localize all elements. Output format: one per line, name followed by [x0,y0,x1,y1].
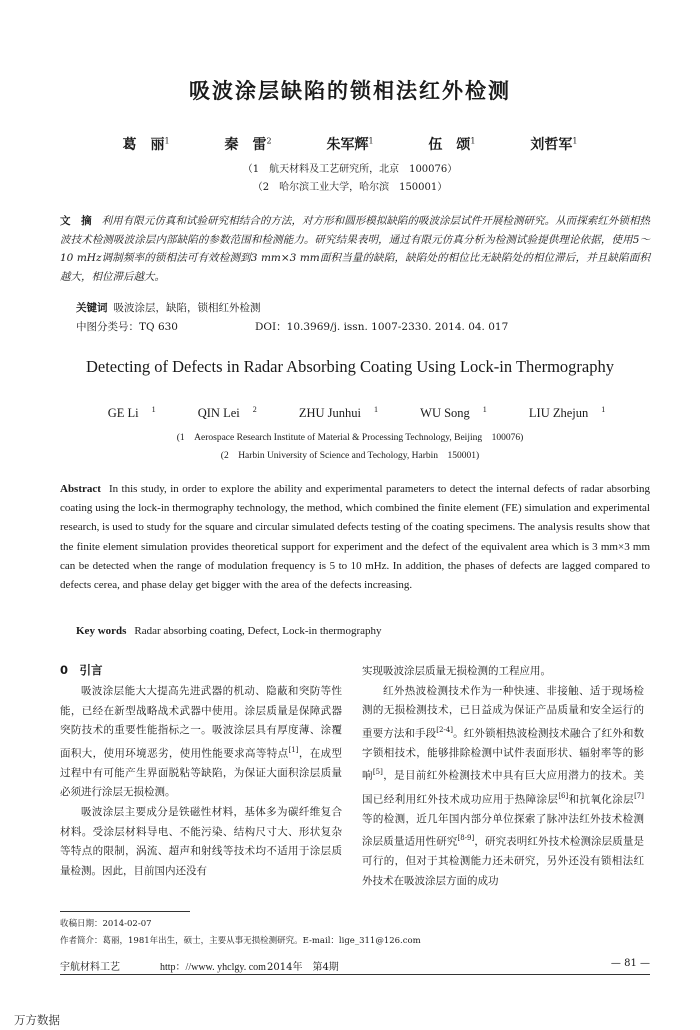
doi: DOI：10.3969/j. issn. 1007-2330. 2014. 04. 017 [255,321,509,333]
cn-author: 秦 雷$^2$ [224,136,272,153]
en-affiliation: (1 Aerospace Research Institute of Material & Processing Technology, Beijing 100076) [176,433,524,443]
en-author: QIN Lei $^2$ [197,405,257,421]
watermark: 万方数据 [14,1013,60,1027]
journal-name: 宇航材料工艺 [60,962,120,973]
en-author: ZHU Junhui $^1$ [298,405,379,421]
citation: [5] [372,768,383,777]
page-number: — 81 — [610,958,650,969]
citation: [6] [558,791,569,800]
journal-url: http：//www. yhclgy. com [160,962,266,973]
cn-keywords [76,300,261,315]
paragraph: 吸波涂层能大大提高先进武器的机动、隐蔽和突防等性能，已经在新型战略战术武器中使用。涂层质量是保障武器突防技术的重要性能指标之一。吸波涂层具有厚度薄、涂覆面积大，使用环境恶劣，使用性能要求高等特点[1]，在成型过程中有可能产生界面脱粘等缺陷，为保证大面积涂层质量必须进行涂层无损检测。 [60,685,343,799]
en-abstract-text: In this study, in order to explore the ability and experimental parameters to detect the internal defects of radar absorbing coating using the lock-in thermography technology, the method, which combined the finite element (FE) simulation and experimental research, is used to study for the square and circular simulated defects testing of the coating specimens. The analysis results show that the finite element simulation provides theoretical support for experiment and the defect of the equivalent area which is 3 mm×3 mm can be detected when the range of modulation frequency is 5 to 10 mHz. In addition, the phases of defects are lagged compared to defects cerea, and phase delay get bigger with the area of the defects increasing. [60,483,650,592]
en-author: LIU Zhejun $^1$ [528,405,606,421]
footnote-author-info: 作者简介：葛丽，1981年出生，硕士，主要从事无损检测研究。E-mail：lige_311@126.com [60,936,421,946]
en-title: Detecting of Defects in Radar Absorbing Coating Using Lock-in Thermography [85,357,615,376]
section-heading: 0 引言 [60,663,103,677]
citation: [8-9] [457,834,475,843]
citation: [2-4] [436,725,454,734]
cn-abstract-text: 利用有限元仿真和试验研究相结合的方法，对方形和圆形模拟缺陷的吸波涂层试件开展检测研究。从而探索红外锁相热波技术检测吸波涂层内部缺陷的参数范围和检测能力。研究结果表明，通过有限元仿真分析为检测试验提供理论依据，使用5～10 mHz调制频率的锁相法可有效检测到3 mm×3 mm面积当量的缺陷，缺陷处的相位比无缺陷处的相位滞后，并且缺陷面积越大，相位滞后越大。 [60,215,650,283]
cn-abstract-label: 文 摘 [60,215,92,227]
citation: [7] [634,791,644,800]
en-abstract-label: Abstract [60,483,101,495]
journal-issue: 2014年 第4期 [267,962,339,973]
cn-affiliation: （1 航天材料及工艺研究所，北京 100076） [242,164,458,175]
cn-author: 伍 颂$^1$ [428,136,476,153]
cn-author: 朱军辉$^1$ [326,136,374,153]
en-keywords [76,625,382,637]
cn-abstract [60,212,650,286]
cn-classification: 中图分类号：TQ 630 [76,321,178,333]
en-author: WU Song $^1$ [420,405,487,421]
cn-author: 刘哲军$^1$ [530,136,578,153]
cn-keywords-label: 关键词 [76,302,108,314]
paragraph: 吸波涂层主要成分是铁磁性材料，基体多为碳纤维复合材料。受涂层材料导电、不能污染、结构尺寸大、形状复杂等特点的限制，涡流、超声和射线等技术均不适用于涂层质量检测。因此，目前国内还没有 [60,806,342,877]
citation: [1] [288,745,299,754]
en-affiliation: (2 Harbin University of Science and Techology, Harbin 150001) [220,451,480,461]
en-authors [0,405,700,421]
en-keywords-label: Key words [76,625,127,637]
footnote-rule [60,911,190,912]
body-column-right [362,662,644,892]
footnote-received: 收稿日期：2014-02-07 [60,919,152,929]
en-keywords-text: Radar absorbing coating, Defect, Lock-in thermography [134,625,382,637]
cn-authors [0,134,700,154]
cn-affiliation: （2 哈尔滨工业大学，哈尔滨 150001） [252,182,448,193]
paragraph: 实现吸波涂层质量无损检测的工程应用。 [362,665,551,677]
en-abstract [60,480,650,595]
cn-keywords-text: 吸波涂层，缺陷，锁相红外检测 [113,302,261,314]
footer-rule [60,974,650,975]
cn-author: 葛 丽$^1$ [122,136,170,153]
en-author: GE Li $^1$ [107,405,156,421]
cn-title: 吸波涂层缺陷的锁相法红外检测 [189,79,511,103]
paragraph: 红外热波检测技术作为一种快速、非接触、适于现场检测的无损检测技术，已日益成为保证产品质量和安全运行的重要方法和手段[2-4]。红外锁相热波检测技术融合了红外和数字锁相技术，能够排除检测中试件表面形状、辐射率等的影响[5]，是目前红外检测技术中具有巨大应用潜力的技术。美国已经利用红外技术成功应用于热障涂层[6]和抗氧化涂层[7]等的检测，近几年国内部分单位探索了脉冲法红外技术检测涂层质量适用性研究[8-9]，研究表明红外技术检测涂层质量是可行的，但对于其检测能力还未研究，另外还没有锁相法红外技术在吸波涂层方面的成功 [362,684,645,887]
body-column-left [60,682,342,881]
